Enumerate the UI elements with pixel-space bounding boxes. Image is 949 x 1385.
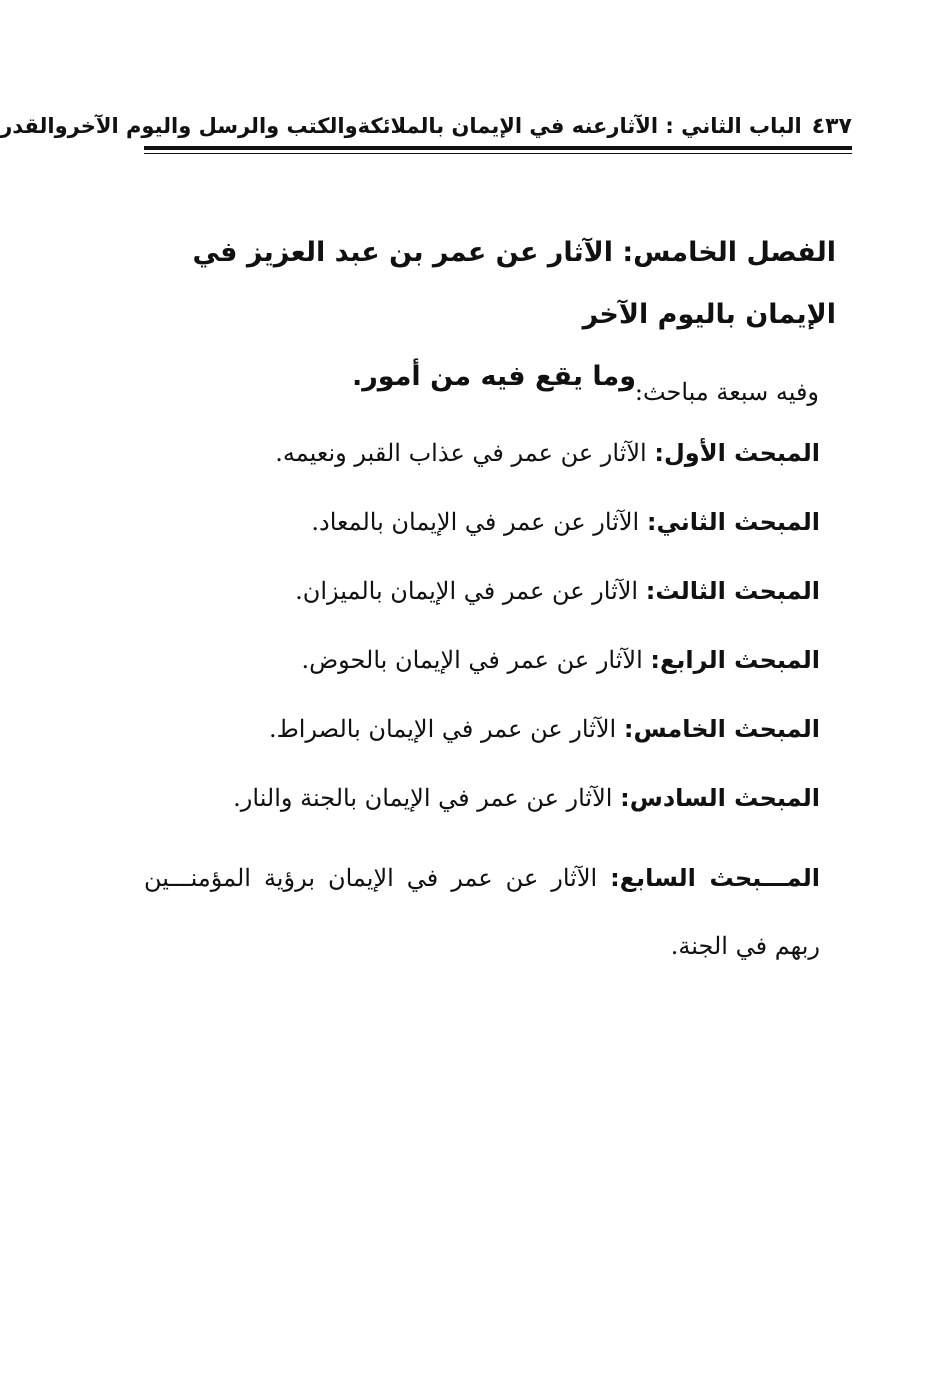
section-label: المبحث الثاني: [646, 508, 820, 536]
sections-intro: وفيه سبعة مباحث: [634, 378, 819, 406]
section-label: المبحث الرابع: [650, 646, 820, 674]
running-header-title: الباب الثاني : الآثارعنه في الإيمان بالملائكةوالكتب والرسل واليوم الآخروالقدر [0, 114, 802, 138]
section-item-7 [144, 844, 820, 980]
header-rule-thin [144, 153, 852, 154]
section-description: الآثار عن عمر في الإيمان بالصراط. [268, 715, 617, 743]
section-label: المـــبحث السابع: [610, 864, 820, 892]
section-item-4 [144, 637, 820, 706]
running-header [0, 108, 852, 144]
section-description: الآثار عن عمر في الإيمان بالمعاد. [311, 508, 640, 536]
section-item-3 [144, 568, 820, 637]
section-label: المبحث الأول: [654, 439, 820, 467]
section-label: المبحث الثالث: [645, 577, 820, 605]
section-description: الآثار عن عمر في الإيمان برؤية المؤمنـــين ربهم في الجنة. [144, 864, 820, 960]
section-item-1 [144, 430, 820, 499]
section-item-2 [144, 499, 820, 568]
section-label: المبحث الخامس: [623, 715, 820, 743]
section-description: الآثار عن عمر في الإيمان بالميزان. [295, 577, 639, 605]
section-label: المبحث السادس: [620, 784, 820, 812]
section-item-5 [144, 706, 820, 775]
section-item-6 [144, 775, 820, 844]
section-description: الآثار عن عمر في الإيمان بالجنة والنار. [233, 784, 613, 812]
chapter-title-line-1: الفصل الخامس: الآثار عن عمر بن عبد العزيز في الإيمان باليوم الآخر [192, 237, 836, 330]
chapter-title-line-2: وما يقع فيه من أمور. [351, 361, 637, 392]
section-description: الآثار عن عمر في عذاب القبر ونعيمه. [275, 439, 647, 467]
section-description: الآثار عن عمر في الإيمان بالحوض. [301, 646, 643, 674]
page-number: ٤٣٧ [811, 113, 852, 139]
sections-list [144, 430, 820, 980]
